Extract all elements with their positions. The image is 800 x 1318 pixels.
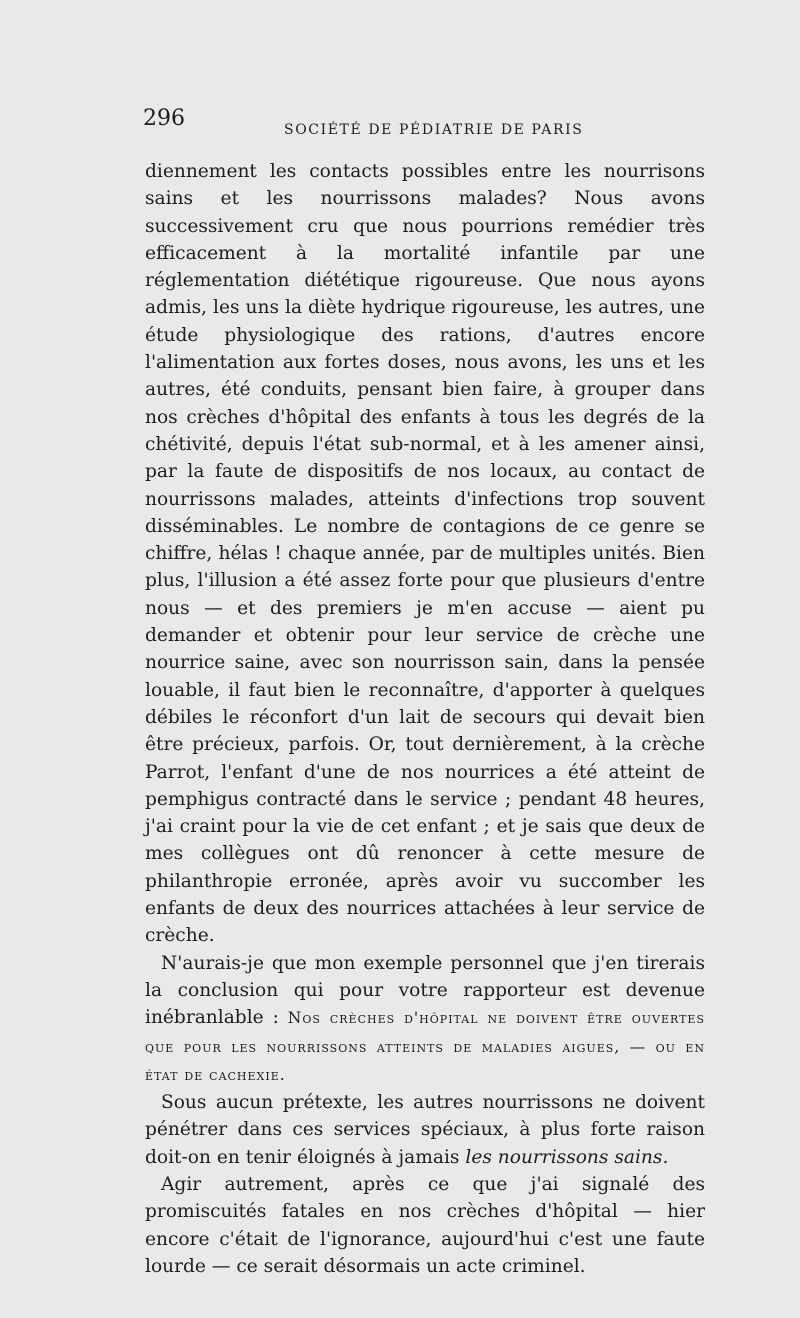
paragraph-3-italic: les nourrissons sains. bbox=[465, 1146, 669, 1168]
paragraph-3-text: Sous aucun prétexte, les autres nourrissons ne doivent pénétrer dans ces services spéciaux, à plus forte raison doit-on en tenir éloignés à jamais bbox=[145, 1092, 705, 1168]
paragraph-3 bbox=[145, 1089, 705, 1171]
paragraph-2 bbox=[145, 950, 705, 1089]
body-text bbox=[145, 158, 705, 1280]
conclusion-smallcaps: Nos crèches d'hôpital ne doivent être ouvertes que pour les nourrissons atteints de maladies aigues, — ou en état de cachexie. bbox=[145, 1009, 705, 1084]
paragraph-1: diennement les contacts possibles entre les nourrisons sains et les nourrissons malades? Nous avons successivement cru que nous pourrions remédier très efficacement à la mortalité infantile par une réglementation diététique rigoureuse. Que nous ayons admis, les uns la diète hydrique rigoureuse, les autres, une étude physiologique des rations, d'autres encore l'alimentation aux fortes doses, nous avons, les uns et les autres, été conduits, pensant bien faire, à grouper dans nos crèches d'hôpital des enfants à tous les degrés de la chétivité, depuis l'état sub-normal, et à les amener ainsi, par la faute de dispositifs de nos locaux, au contact de nourrissons malades, atteints d'infections trop souvent disséminables. Le nombre de contagions de ce genre se chiffre, hélas ! chaque année, par de multiples unités. Bien plus, l'illusion a été assez forte pour que plusieurs d'entre nous — et des premiers je m'en accuse — aient pu demander et obtenir pour leur service de crèche une nourrice saine, avec son nourrisson sain, dans la pensée louable, il faut bien le reconnaître, d'apporter à quelques débiles le réconfort d'un lait de secours qui devait bien être précieux, parfois. Or, tout dernièrement, à la crèche Parrot, l'enfant d'une de nos nourrices a été atteint de pemphigus contracté dans le service ; pendant 48 heures, j'ai craint pour la vie de cet enfant ; et je sais que deux de mes collègues ont dû renoncer à cette mesure de philanthropie erronée, après avoir vu succomber les enfants de deux des nourrices attachées à leur service de crèche. bbox=[145, 161, 705, 947]
paragraph-4: Agir autrement, après ce que j'ai signalé des promiscuités fatales en nos crèches d'hôpital — hier encore c'était de l'ignorance, aujourd'hui c'est une faute lourde — ce serait désormais un acte criminel. bbox=[145, 1173, 705, 1277]
page-number: 296 bbox=[143, 106, 185, 131]
running-title: SOCIÉTÉ DE PÉDIATRIE DE PARIS bbox=[284, 122, 584, 138]
paragraph-2-text: N'aurais-je que mon exemple personnel que j'en tirerais la conclusion qui pour votre rapporteur est devenue inébranlable : bbox=[145, 952, 705, 1029]
